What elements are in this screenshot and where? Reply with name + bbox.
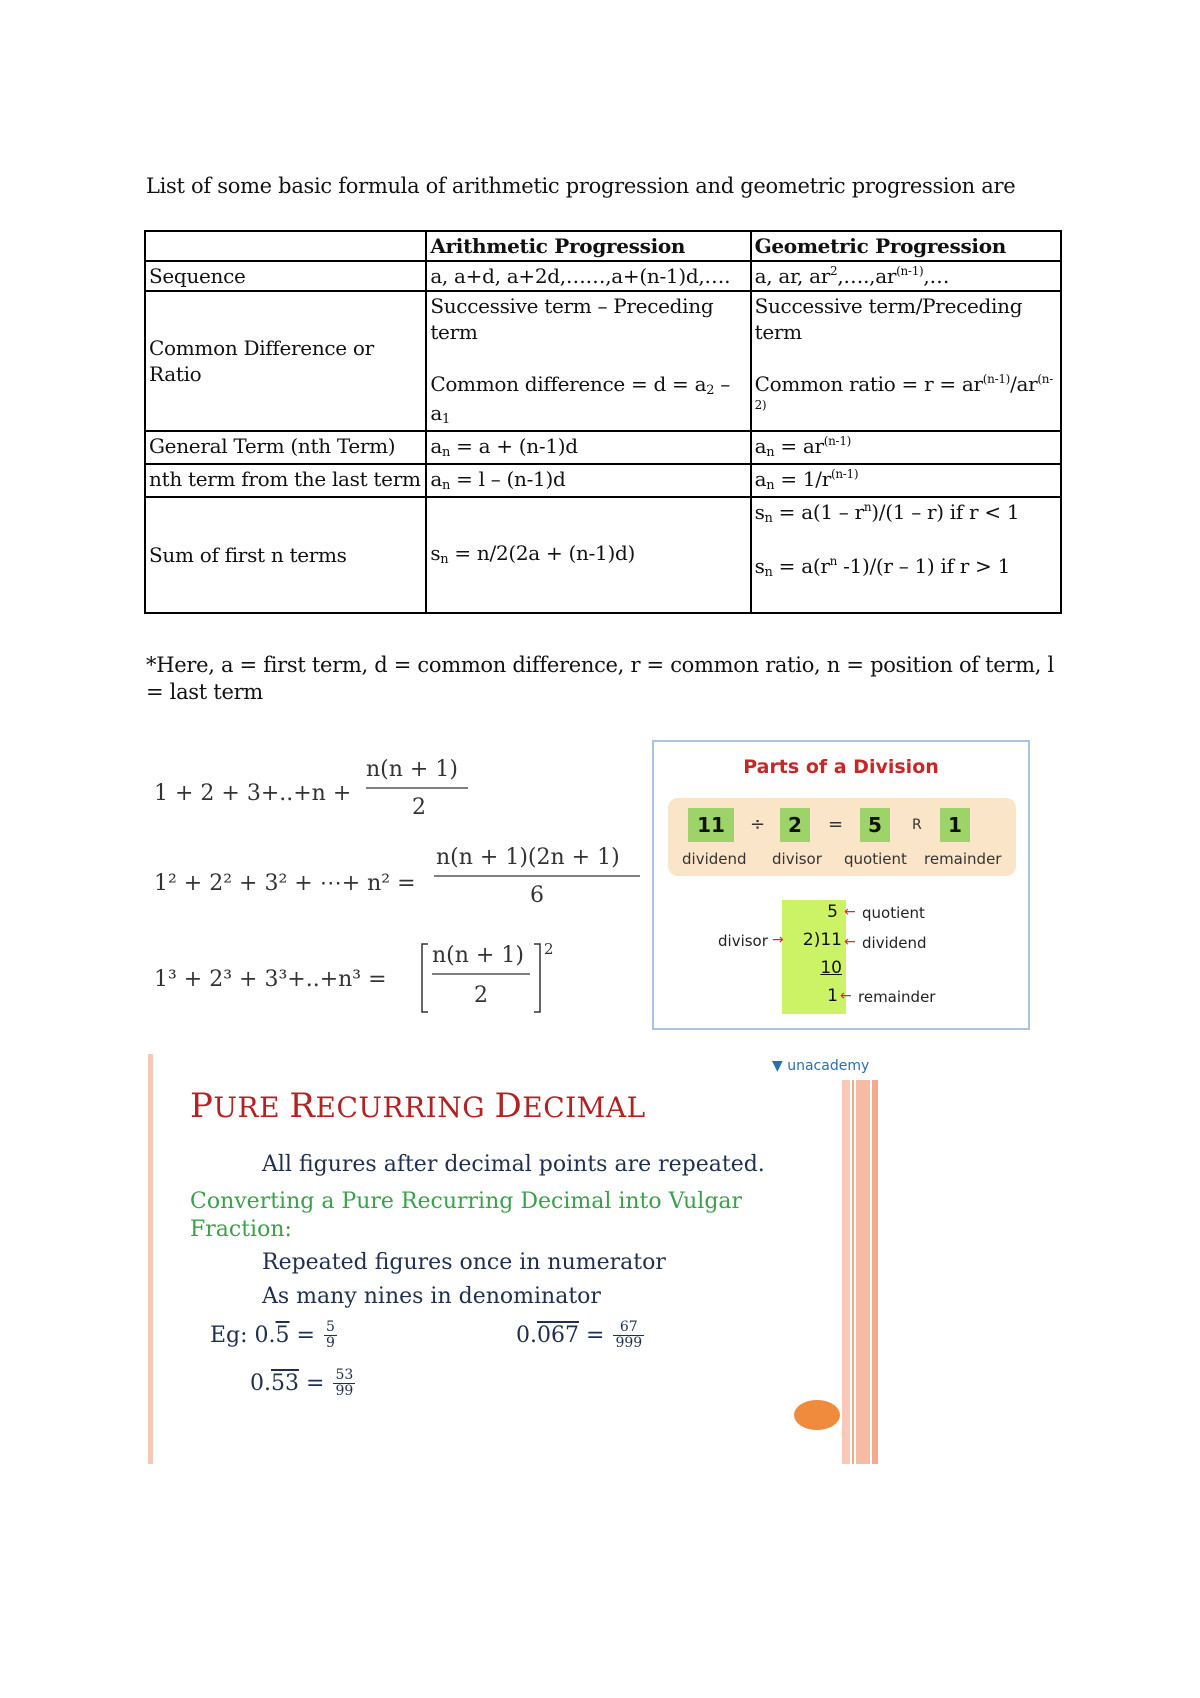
slide-title: PURE RECURRING DECIMAL [190,1086,646,1126]
arrow-icon: ← [844,934,856,950]
work-divisor-dividend: 2)11 [802,930,842,950]
table-row-general-term [145,431,1061,464]
gp-sum: $s_n = a(1 - r^n)/(1 - r)$ if r < 1 $s_n = a(r^n$ -1)/(r – 1) if r > 1 [751,497,1061,613]
orange-dot [794,1400,840,1430]
slide-subheading: Converting a Pure Recurring Decimal into Vulgar Fraction: [190,1189,743,1242]
variables-note: *Here, a = first term, d = common difference, r = common ratio, n = position of term, l = last term [146,653,1054,705]
division-title: Parts of a Division [743,756,939,778]
work-quotient: 5 [827,902,838,922]
equals-sign: = [828,814,844,835]
work-remainder: 1 [827,986,838,1006]
row-label: nth term from the last term [145,464,426,497]
annotation-quotient: quotient [862,904,925,922]
recurring-decimal-slide [148,1054,878,1464]
gp-common-ratio: Successive term/Preceding term Common ratio = $r = ar^{(n-1)}/ar^{(n-2)}$ [751,291,1061,431]
table-row-sequence [145,261,1061,291]
arrow-icon: ← [844,904,856,920]
example-3: 0.53 = $\frac{53}{99}$ [250,1367,354,1400]
sum-formula-1-numerator: n(n + 1) [366,757,458,782]
progression-formula-table [144,230,1062,614]
sum-formula-2-denominator: 6 [530,883,544,908]
sum-formula-2-left: 1² + 2² + 3² + ⋯+ n² = [154,871,416,896]
label-remainder: remainder [924,850,1002,868]
left-bracket [422,944,428,1012]
example-2: 0.067 = $\frac{67}{999}$ [516,1319,643,1352]
work-product: 10 [820,958,842,978]
arrow-icon: ← [840,988,852,1004]
table-header-empty [145,231,426,261]
quotient-box: 5 [860,808,890,842]
sum-formula-3-exponent: 2 [544,940,554,958]
right-bracket [534,944,540,1012]
intro-text: List of some basic formula of arithmetic progression and geometric progression are [146,174,1016,198]
gp-general-term: $a_n = ar^{(n-1)}$ [751,431,1061,464]
division-example-band [668,798,1016,876]
row-label: Sum of first n terms [145,497,426,613]
ap-sum: $s_n = n/2(2a + (n-1)d)$ [426,497,750,613]
long-division-work [782,900,846,1014]
sum-formulas [150,750,650,1030]
parts-of-division-figure [652,740,1030,1030]
table-row-common [145,291,1061,431]
slide-left-bar [148,1054,153,1464]
slide-rule-denominator: As many nines in denominator [262,1284,601,1309]
sum-formula-3-denominator: 2 [474,983,488,1008]
slide-right-stripes [842,1080,878,1464]
table-header-row [145,231,1061,261]
table-header-ap: Arithmetic Progression [426,231,750,261]
ap-common-difference: Successive term – Preceding term Common difference = $d = a_2 - a_1$ [426,291,750,431]
ap-last-term: $a_n = l - (n-1)d$ [426,464,750,497]
slide-definition: All figures after decimal points are repeated. [262,1152,765,1177]
row-label: Sequence [145,261,426,291]
row-label: General Term (nth Term) [145,431,426,464]
label-dividend: dividend [682,850,747,868]
arrow-icon: → [772,932,784,948]
label-quotient: quotient [844,850,907,868]
table-row-last-term [145,464,1061,497]
dividend-box: 11 [688,808,734,842]
sum-formula-3-left: 1³ + 2³ + 3³+..+n³ = [154,967,387,992]
remainder-r: R [912,817,922,833]
divide-sign: ÷ [750,814,766,835]
ap-general-term: $a_n = a + (n-1)d$ [426,431,750,464]
logo-icon: ▼ [772,1058,783,1074]
remainder-box: 1 [940,808,970,842]
sum-formula-2-numerator: n(n + 1)(2n + 1) [436,845,620,870]
slide-rule-numerator: Repeated figures once in numerator [262,1250,666,1275]
sum-formulas-svg [150,750,650,1030]
sum-formula-3-numerator: n(n + 1) [432,943,524,968]
divisor-box: 2 [780,808,810,842]
gp-last-term: $a_n = 1/r^{(n-1)}$ [751,464,1061,497]
table-row-sum [145,497,1061,613]
unacademy-logo: ▼ unacademy [772,1058,870,1074]
label-divisor: divisor [772,850,822,868]
example-1: Eg: 0.5 = $\frac{5}{9}$ [210,1319,335,1352]
annotation-remainder: remainder [858,988,936,1006]
gp-sequence: a, ar, $ar^2,\dots.,ar^{(n-1)},\dots$ [751,261,1061,291]
annotation-dividend: dividend [862,934,927,952]
ap-sequence: a, a+d, a+2d,……,a+(n-1)d,…. [426,261,750,291]
row-label: Common Difference or Ratio [145,291,426,431]
sum-formula-1-left: 1 + 2 + 3+..+n + [154,781,352,806]
annotation-divisor: divisor [718,932,768,950]
table-header-gp: Geometric Progression [751,231,1061,261]
sum-formula-1-denominator: 2 [412,795,426,820]
